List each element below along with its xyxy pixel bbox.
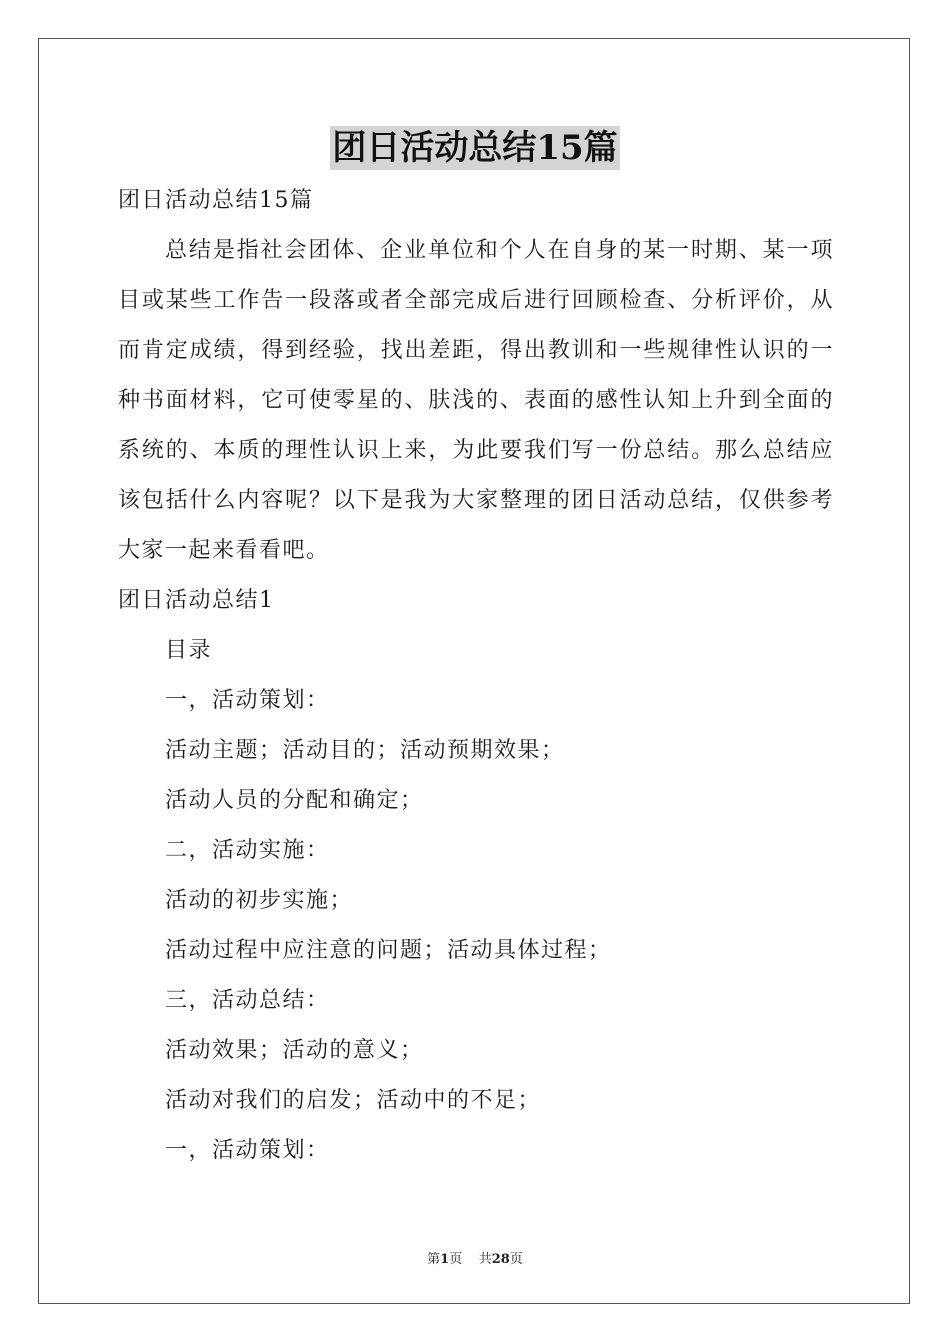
toc-line: 一，活动策划： <box>165 688 330 713</box>
page-footer <box>0 1248 950 1267</box>
toc-line: 活动过程中应注意的问题；活动具体过程； <box>165 938 612 963</box>
toc-line: 活动主题；活动目的；活动预期效果； <box>165 738 565 763</box>
intro-paragraph: 总结是指社会团体、企业单位和个人在自身的某一时期、某一项目或某些工作告一段落或者全部完成后进行回顾检查、分析评价，从而肯定成绩，得到经验，找出差距，得出教训和一些规律性认识的一种书面材料，它可使零星的、肤浅的、表面的感性认知上升到全面的系统的、本质的理性认识上来，为此要我们写一份总结。那么总结应该包括什么内容呢？以下是我为大家整理的团日活动总结，仅供参考大家一起来看看吧。 <box>118 238 834 563</box>
section-heading: 团日活动总结1 <box>118 588 275 613</box>
total-prefix: 共 <box>478 1252 492 1267</box>
document-title: 团日活动总结15篇 <box>332 128 618 168</box>
toc-line: 二，活动实施： <box>165 838 330 863</box>
toc-line: 活动的初步实施； <box>165 888 354 913</box>
document-body <box>118 176 834 1176</box>
page-prefix: 第 <box>427 1252 441 1267</box>
toc-line: 三，活动总结： <box>165 988 330 1013</box>
toc-line: 活动对我们的启发；活动中的不足； <box>165 1088 542 1113</box>
total-suffix: 页 <box>509 1252 523 1267</box>
toc-line: 活动人员的分配和确定； <box>165 788 424 813</box>
page-number: 1 <box>440 1252 450 1267</box>
toc-line: 目录 <box>165 638 213 663</box>
toc-line: 一，活动策划： <box>165 1138 330 1163</box>
toc-line: 活动效果；活动的意义； <box>165 1038 424 1063</box>
page-suffix: 页 <box>449 1252 463 1267</box>
title-container <box>0 126 950 170</box>
document-subtitle: 团日活动总结15篇 <box>118 188 314 213</box>
total-pages: 28 <box>491 1252 510 1267</box>
